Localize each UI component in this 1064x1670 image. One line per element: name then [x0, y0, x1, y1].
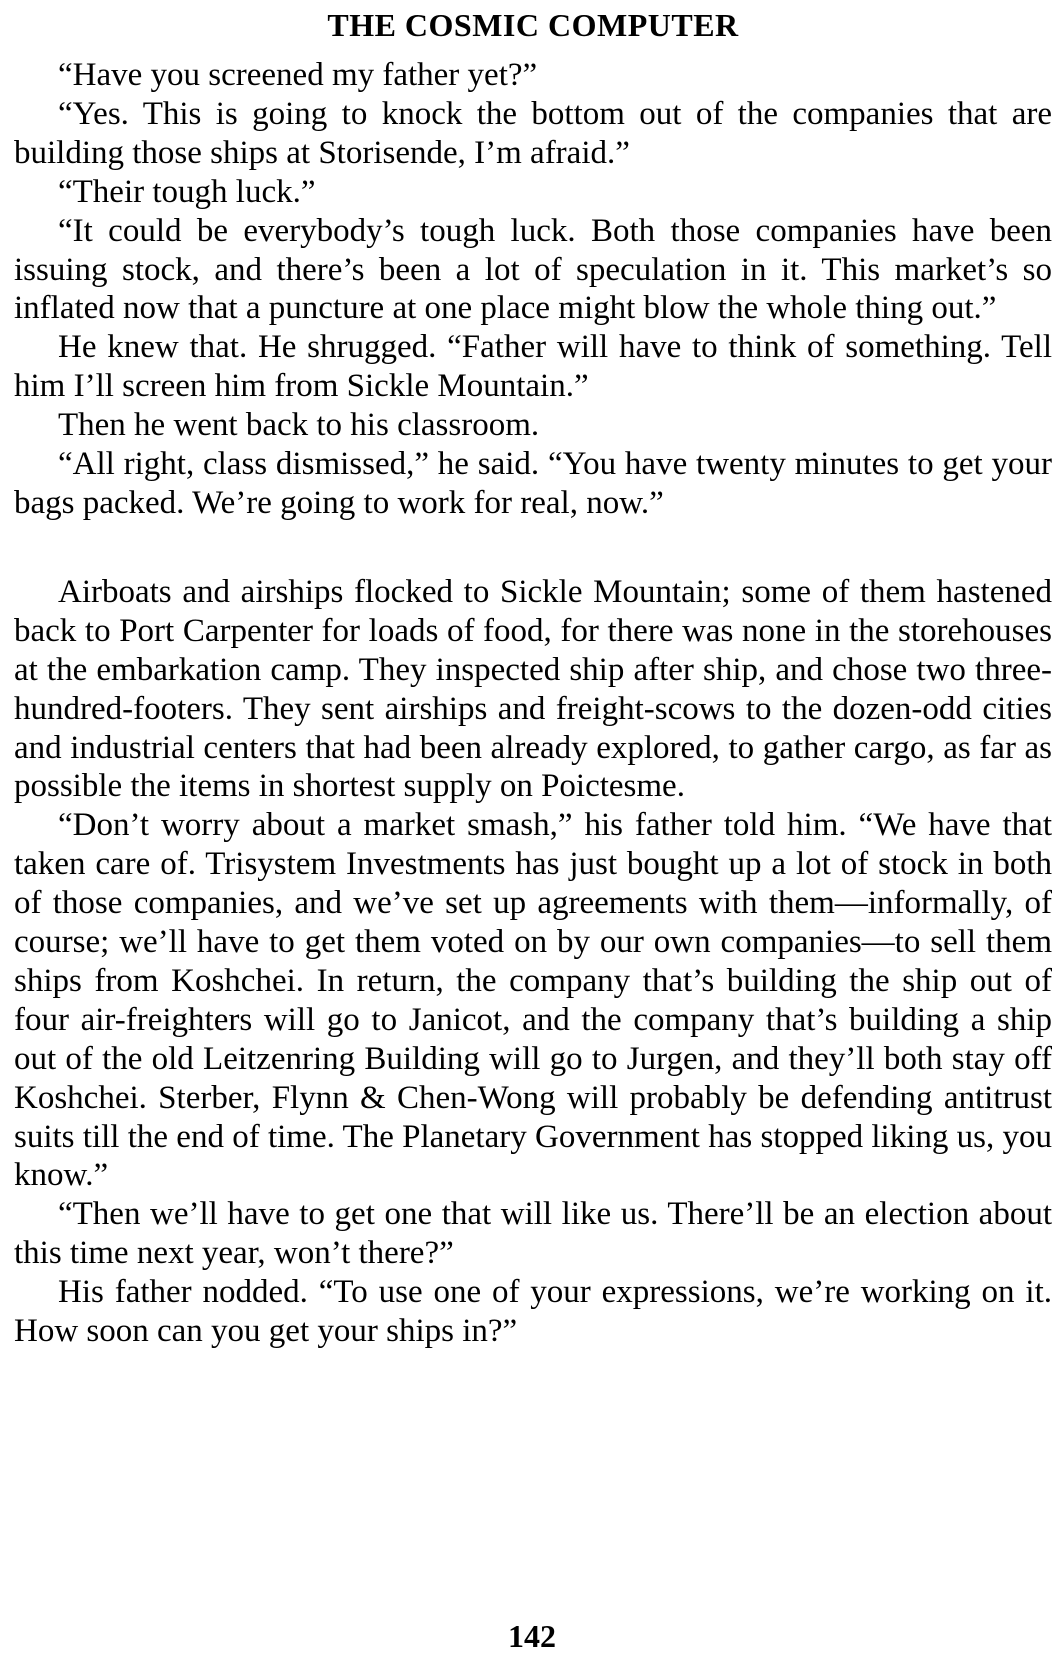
paragraph: “Don’t worry about a market smash,” his father told him. “We have that taken care of. Trisystem Investments has just bought up a lot of stock in both of those companies, and we’ve set up agreements with them—informally, of course; we’ll have to get them voted on by our own companies—to sell them ships from Koshchei. In return, the company that’s building the ship out of four air-freighters will go to Janicot, and the company that’s building a ship out of the old Leitzenring Building will go to Jurgen, and they’ll both stay off Koshchei. Sterber, Flynn & Chen-Wong will probably be defending antitrust suits till the end of time. The Planetary Government has stopped liking us, you know.”: [14, 807, 1052, 1194]
paragraph: “It could be everybody’s tough luck. Both those companies have been issuing stock, and there’s been a lot of speculation in it. This market’s so inflated now that a puncture at one place might blow the whole thing out.”: [14, 212, 1052, 327]
section-2: [14, 573, 1052, 1351]
book-page: [14, 0, 1052, 1351]
paragraph: “All right, class dismissed,” he said. “You have twenty minutes to get your bags packed. We’re going to work for real, now.”: [14, 446, 1052, 521]
section-1: [14, 56, 1052, 523]
page-number: 142: [508, 1618, 556, 1654]
paragraph: “Then we’ll have to get one that will like us. There’ll be an election about this time next year, won’t there?”: [14, 1196, 1052, 1272]
section-break: [14, 523, 1052, 573]
paragraph: “Their tough luck.”: [58, 173, 316, 210]
running-head: THE COSMIC COMPUTER: [327, 7, 739, 43]
paragraph: “Yes. This is going to knock the bottom out of the companies that are building those ships at Storisende, I’m afraid.”: [14, 95, 1052, 171]
paragraph: His father nodded. “To use one of your expressions, we’re working on it. How soon can you get your ships in?”: [14, 1274, 1052, 1350]
paragraph: Airboats and airships flocked to Sickle Mountain; some of them hastened back to Port Carpenter for loads of food, for there was none in the storehouses at the embarkation camp. They inspected ship after ship, and chose two three-hundred-footers. They sent airships and freight-scows to the dozen-odd cities and industrial centers that had been already explored, to gather cargo, as far as possible the items in shortest supply on Poictesme.: [14, 573, 1052, 805]
paragraph: Then he went back to his classroom.: [58, 407, 540, 444]
paragraph: “Have you screened my father yet?”: [58, 57, 538, 93]
paragraph: He knew that. He shrugged. “Father will have to think of something. Tell him I’ll screen him from Sickle Mountain.”: [14, 329, 1052, 405]
